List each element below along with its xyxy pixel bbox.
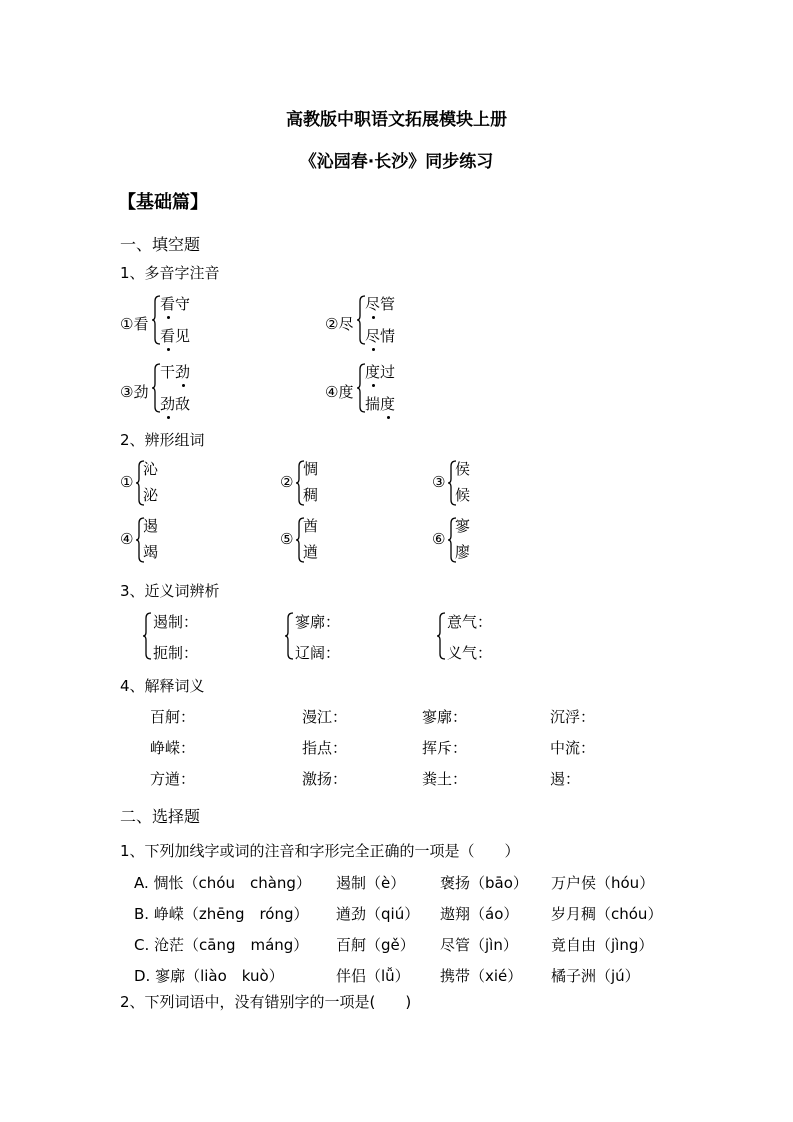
q3-word-top: 意气： [447,613,493,631]
choice1-option-label: A. 惆怅（chóu chàng） [134,874,311,892]
q2-char-bottom: 泌 [143,486,159,504]
q2-char-top: 遏 [143,517,159,535]
q3-word-top: 遏制： [153,613,199,631]
part1-heading: 一、填空题 [120,235,201,254]
q4-label: 4、解释词义 [120,677,205,695]
choice1-option-item: 褒扬（bāo） [440,874,528,892]
q3-word-top: 寥廓： [295,613,341,631]
q1-item-head: ①看 [120,315,149,333]
q1-word-top: 看守 [160,295,191,313]
doc-title: 高教版中职语文拓展模块上册 [286,110,507,130]
choice1-option-item: 尽管（jìn） [440,936,518,954]
q2-item-num: ③ [432,473,446,491]
q1-label: 1、多音字注音 [120,264,220,282]
q1-word-top: 尽管 [365,295,396,313]
q1-word-bottom: 揣度 [365,395,396,413]
q1-word-top: 度过 [365,363,396,381]
choice1-option-item: 橘子洲（jú） [551,967,640,985]
choice1-stem: 1、下列加线字或词的注音和字形完全正确的一项是（ ） [120,842,520,860]
choice1-option-label: C. 沧茫（cāng máng） [134,936,309,954]
q4-term: 中流： [550,739,596,757]
dotted-char: 劲 [160,395,176,413]
q2-char-top: 沁 [143,460,159,478]
q4-term: 漫江： [302,708,348,726]
q2-char-top: 惆 [303,460,319,478]
part2-heading: 二、选择题 [120,807,201,826]
q4-term: 百舸： [150,708,196,726]
q1-word-bottom: 劲敌 [160,395,191,413]
q4-term: 寥廓： [422,708,468,726]
q1-word-bottom: 尽情 [365,327,396,345]
q1-item-head: ②尽 [325,315,354,333]
dotted-char: 度 [380,395,396,413]
q4-term: 峥嵘： [150,739,196,757]
choice2-stem: 2、下列词语中，没有错别字的一项是( ) [120,993,412,1011]
q4-term: 指点： [302,739,348,757]
q4-term: 方遒： [150,770,196,788]
q2-item-num: ① [120,473,134,491]
q1-item-head: ③劲 [120,383,149,401]
dotted-char: 看 [160,327,176,345]
q2-char-top: 酋 [303,517,319,535]
choice1-option-label: D. 寥廓（liào kuò） [134,967,284,985]
q1-item-head: ④度 [325,383,354,401]
q2-char-bottom: 稠 [303,486,319,504]
q3-brace [285,612,295,660]
dotted-char: 看 [160,295,176,313]
q3-word-bottom: 辽阔： [295,644,341,662]
choice1-option-item: 遏制（è） [336,874,406,892]
dotted-char: 尽 [365,327,381,345]
dotted-char: 劲 [175,363,191,381]
choice1-option-item: 竟自由（jìng） [551,936,654,954]
dotted-char: 尽 [365,295,381,313]
dotted-char: 度 [365,363,381,381]
choice1-option-item: 遨翔（áo） [440,905,519,923]
q2-char-bottom: 候 [455,486,471,504]
q4-term: 遏： [550,770,581,788]
q4-term: 沉浮： [550,708,596,726]
q2-item-num: ② [280,473,294,491]
q1-word-bottom: 看见 [160,327,191,345]
q4-term: 激扬： [302,770,348,788]
q3-word-bottom: 扼制： [153,644,199,662]
q4-term: 粪土： [422,770,468,788]
q2-char-bottom: 廖 [455,543,471,561]
choice1-option-label: B. 峥嵘（zhēng róng） [134,905,309,923]
q4-term: 挥斥： [422,739,468,757]
q3-brace [143,612,153,660]
section-basic-heading: 【基础篇】 [118,192,208,213]
q2-char-bottom: 竭 [143,543,159,561]
choice1-option-item: 伴侣（lǚ） [336,967,410,985]
choice1-option-item: 万户侯（hóu） [551,874,655,892]
q2-item-num: ⑥ [432,530,446,548]
q2-label: 2、辨形组词 [120,431,205,449]
q2-char-top: 侯 [455,460,471,478]
choice1-option-item: 携带（xié） [440,967,523,985]
choice1-option-item: 岁月稠（chóu） [551,905,663,923]
q2-char-bottom: 遒 [303,543,319,561]
doc-subtitle: 《沁园春·长沙》同步练习 [299,152,494,172]
q3-word-bottom: 义气： [447,644,493,662]
choice1-option-item: 遒劲（qiú） [336,905,420,923]
q1-word-top: 干劲 [160,363,191,381]
choice1-option-item: 百舸（gě） [336,936,415,954]
q3-brace [437,612,447,660]
q2-item-num: ⑤ [280,530,294,548]
q2-char-top: 寥 [455,517,471,535]
q2-item-num: ④ [120,530,134,548]
q3-label: 3、近义词辨析 [120,582,220,600]
